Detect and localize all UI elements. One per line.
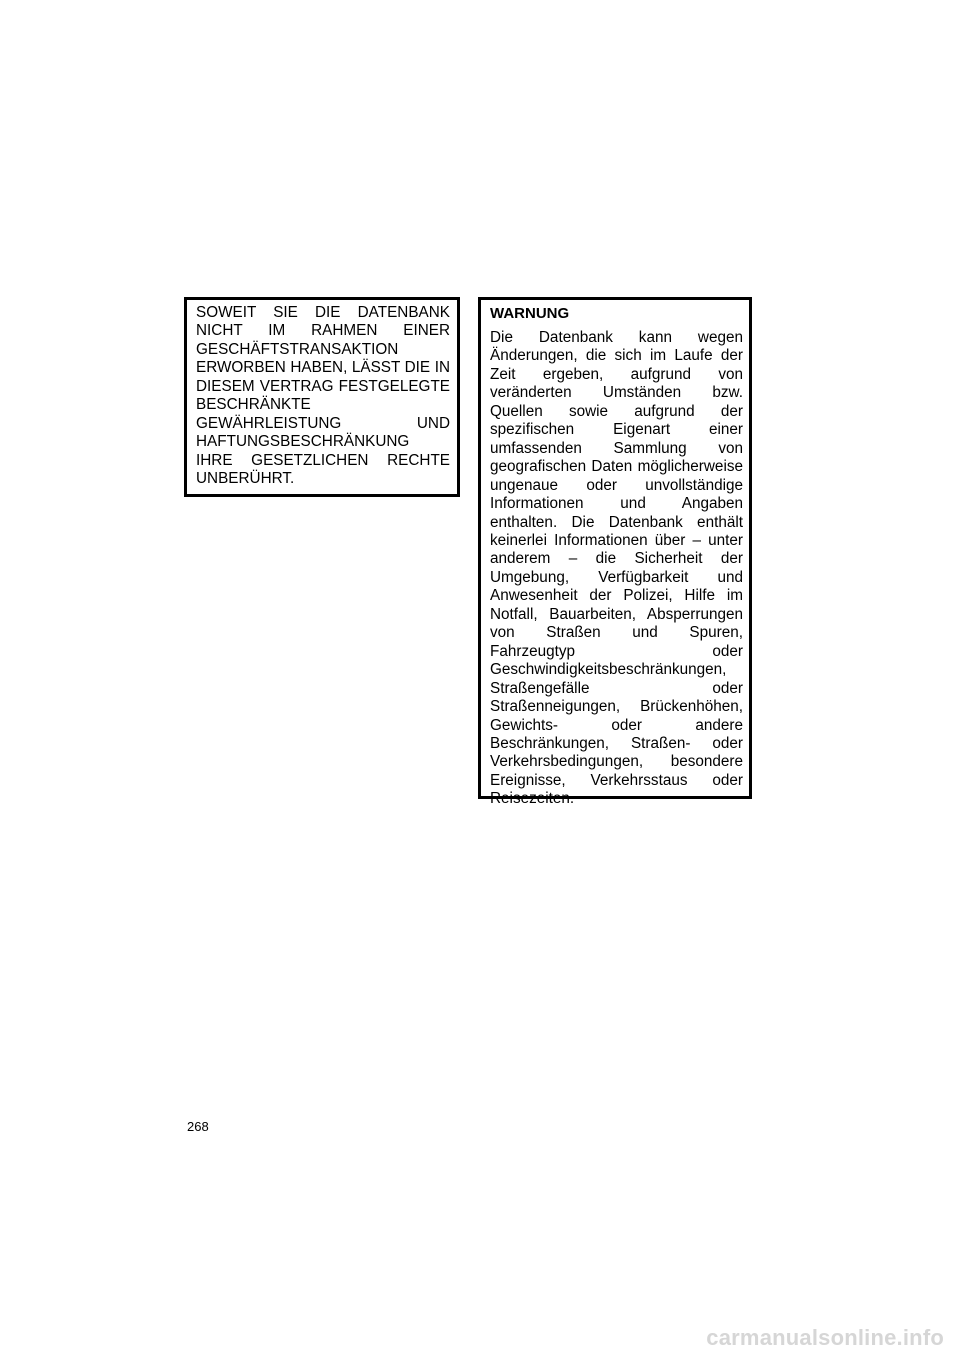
- disclaimer-box: [184, 297, 460, 497]
- warning-box: [478, 297, 752, 808]
- disclaimer-text: SOWEIT SIE DIE DATENBANK NICHT IM RAHMEN EINER GESCHÄFTSTRANSAKTION ERWORBEN HABEN, LÄSST DIE IN DIESEM VERTRAG FESTGELEGTE BESCHRÄNKTE GEWÄHRLEISTUNG UND HAFTUNGSBESCHRÄNKUNG IHRE GESETZLICHEN RECHTE UNBERÜHRT.: [196, 304, 450, 488]
- warning-heading: WARNUNG: [490, 305, 570, 322]
- page-number: 268: [187, 1119, 209, 1134]
- watermark-text: carmanualsonline.info: [706, 1325, 944, 1350]
- warning-text: Die Datenbank kann wegen Änderungen, die sich im Laufe der Zeit ergeben, aufgrund von veränderten Umständen bzw. Quellen sowie aufgrund der spezifischen Eigenart einer umfassenden Sammlung von geografischen Daten möglicherweise ungenaue oder unvollständige Informationen und Angaben enthalten. Die Datenbank enthält keinerlei Informationen über – unter anderem – die Sicherheit der Umgebung, Verfügbarkeit und Anwesenheit der Polizei, Hilfe im Notfall, Bauarbeiten, Absperrungen von Straßen und Spuren, Fahrzeugtyp oder Geschwindigkeitsbeschränkungen, Straßengefälle oder Straßenneigungen, Brückenhöhen, Gewichts- oder andere Beschränkungen, Straßen- oder Verkehrsbedingungen, besondere Ereignisse, Verkehrsstaus oder Reisezeiten.: [490, 329, 743, 808]
